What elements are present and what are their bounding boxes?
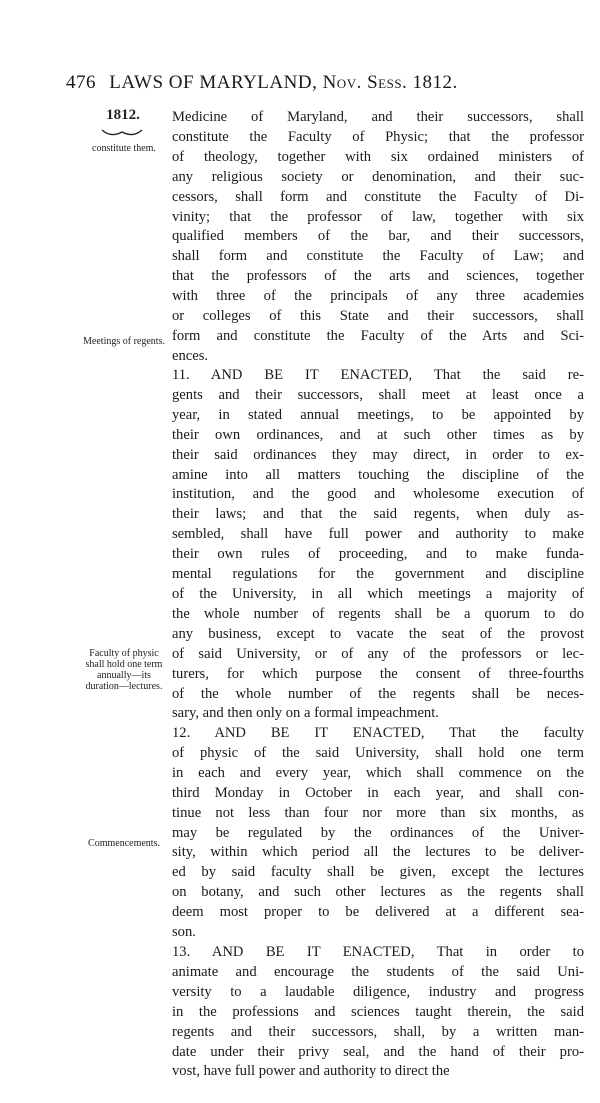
brace-ornament-icon — [100, 128, 144, 138]
text-line: ed by said faculty shall be given, except the lectures — [172, 864, 584, 881]
text-line: of physic of the said University, shall hold one term — [172, 744, 584, 761]
text-line: sary, and then only on a formal impeachment. — [172, 705, 439, 722]
text-line: or colleges of this State and their successors, shall — [172, 308, 584, 325]
text-line: in the professions and sciences taught therein, the said — [172, 1003, 584, 1020]
text-line: on botany, and such other lectures as the regents shall — [172, 884, 584, 901]
text-line: of the whole number of the regents shall be neces- — [172, 685, 584, 702]
margin-year: 1812. — [106, 107, 140, 123]
running-header — [66, 72, 566, 94]
text-line: vinity; that the professor of law, together with six — [172, 208, 584, 225]
text-line: tinue not less than four nor more than six months, as — [172, 804, 584, 821]
paragraph-section-12 — [172, 724, 584, 943]
text-line: constitute the Faculty of Physic; that the professor — [172, 128, 584, 145]
text-line: any religious society or denomination, and their suc- — [172, 168, 584, 185]
text-line: gents and their successors, shall meet at least once a — [172, 386, 584, 403]
text-line: 13. AND BE IT ENACTED, That in order to — [172, 944, 584, 960]
margin-note-meetings: Meetings of regents. — [83, 336, 165, 347]
margin-note-commencements: Commencements. — [88, 838, 160, 849]
text-line: in each and every year, which shall commence on the — [172, 764, 584, 781]
text-line: cessors, shall form and constitute the Faculty of Di- — [172, 188, 584, 205]
text-line: regents and their successors, shall, by a written man- — [172, 1023, 584, 1040]
text-line: may be regulated by the ordinances of the Univer- — [172, 824, 584, 841]
margin-note-constitute: constitute them. — [92, 143, 156, 154]
header-title: LAWS OF MARYLAND, — [109, 72, 318, 93]
text-line: sembled, shall have full power and authority to make — [172, 526, 584, 543]
text-line: ences. — [172, 347, 209, 364]
text-line: with three of the principals of any three academies — [172, 288, 584, 305]
header-session: Nov. Sess. 1812. — [322, 72, 458, 93]
text-line: of theology, together with six ordained ministers of — [172, 148, 584, 165]
text-line: form and constitute the Faculty of the Arts and Sci- — [172, 327, 584, 344]
text-line: year, in stated annual meetings, to be appointed by — [172, 406, 584, 423]
text-line: son. — [172, 924, 196, 941]
text-line: date under their privy seal, and the hand of their pro- — [172, 1043, 584, 1060]
text-line: turers, for which purpose the consent of three-fourths — [172, 665, 584, 682]
text-line: the whole number of regents shall be a quorum to do — [172, 605, 584, 622]
text-line: deem most proper to be delivered at a different sea- — [172, 904, 584, 921]
text-line: animate and encourage the students of the said Uni- — [172, 963, 584, 980]
text-line: Medicine of Maryland, and their successors, shall — [172, 109, 584, 125]
text-line: their own rules of proceeding, and to make funda- — [172, 546, 584, 563]
paragraph-section-11 — [172, 366, 584, 724]
text-line: sity, within which period all the lectures to be deliver- — [172, 844, 584, 861]
paragraph-faculties — [172, 108, 584, 367]
paragraph-section-13 — [172, 943, 584, 1082]
text-line: qualified members of the bar, and their successors, — [172, 228, 584, 245]
text-line: 11. AND BE IT ENACTED, That the said re- — [172, 367, 584, 383]
text-line: mental regulations for the government and discipline — [172, 566, 584, 583]
text-line: their own ordinances, and at such other times as by — [172, 426, 584, 443]
text-line: 12. AND BE IT ENACTED, That the faculty — [172, 725, 584, 741]
text-line: amine into all matters touching the discipline of the — [172, 466, 584, 483]
margin-note-faculty-physic: Faculty of physic shall hold one term annually—its duration—lectures. — [85, 648, 163, 692]
page-number: 476 — [66, 72, 96, 93]
text-line: of said University, or of any of the professors or lec- — [172, 645, 584, 662]
text-line: vost, have full power and authority to direct the — [172, 1063, 450, 1080]
text-line: any business, except to vacate the seat of the provost — [172, 625, 584, 642]
text-line: third Monday in October in each year, and shall con- — [172, 784, 584, 801]
text-line: their said ordinances they may direct, in order to ex- — [172, 446, 584, 463]
text-line: shall form and constitute the Faculty of Law; and — [172, 248, 584, 265]
text-line: of the University, in all which meetings a majority of — [172, 585, 584, 602]
text-line: their laws; and that the said regents, when duly as- — [172, 506, 584, 523]
text-line: versity to a laudable diligence, industry and progress — [172, 983, 584, 1000]
text-line: institution, and the good and wholesome execution of — [172, 486, 584, 503]
text-line: that the professors of the arts and sciences, together — [172, 268, 584, 285]
